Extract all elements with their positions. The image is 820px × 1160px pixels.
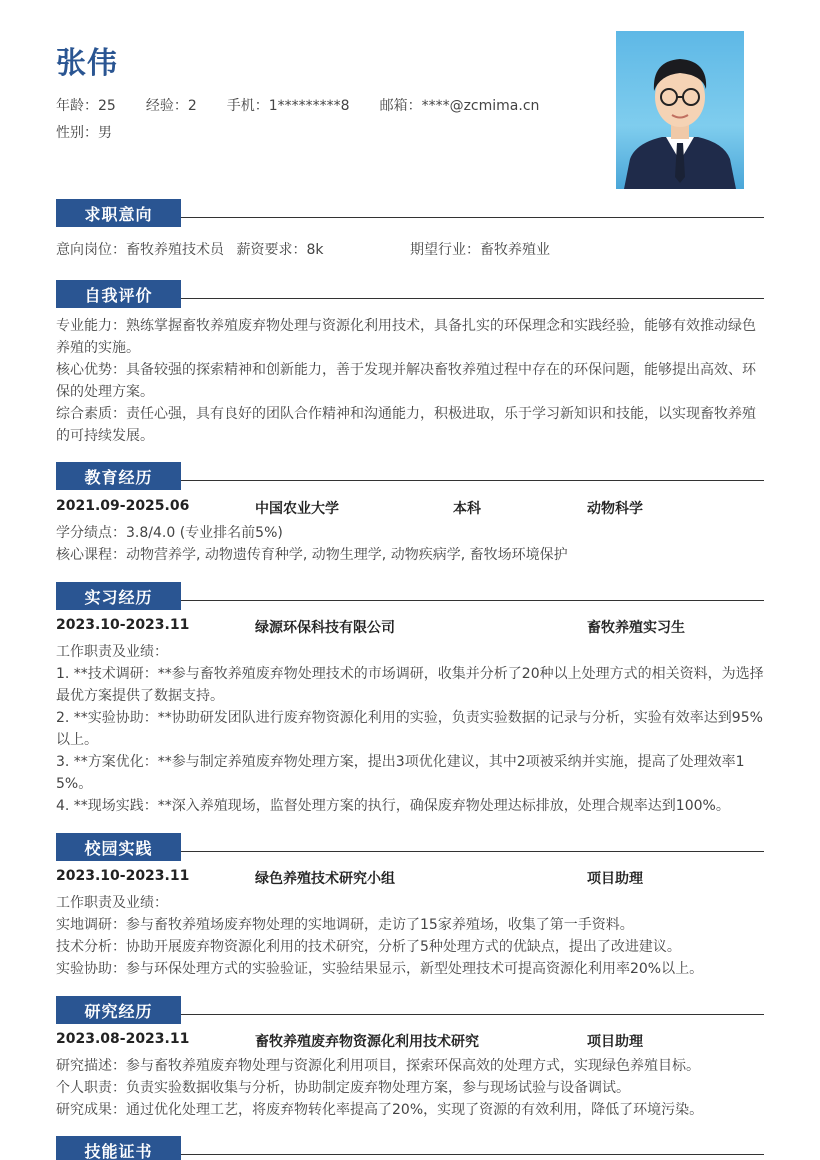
section-divider <box>181 298 764 299</box>
internship-line: 以上。 <box>56 732 98 748</box>
internship-role: 畜牧养殖实习生 <box>587 620 685 636</box>
campus-line: 技术分析：协助开展废弃物资源化利用的技术研究，分析了5种处理方式的优缺点，提出了改进建议。 <box>56 939 681 955</box>
basic-info-row <box>56 95 569 115</box>
gender-info: 性别：男 <box>56 125 112 141</box>
section-header-campus <box>56 833 764 861</box>
section-title: 研究经历 <box>56 996 181 1024</box>
section-divider <box>181 1014 764 1015</box>
section-title: 求职意向 <box>56 199 181 227</box>
section-title: 教育经历 <box>56 462 181 490</box>
campus-org: 绿色养殖技术研究小组 <box>255 871 395 887</box>
education-date: 2021.09-2025.06 <box>56 498 190 514</box>
candidate-name: 张伟 <box>56 46 118 81</box>
self-eval-line: 的可持续发展。 <box>56 428 154 444</box>
research-role: 项目助理 <box>587 1034 643 1050</box>
section-divider <box>181 217 764 218</box>
section-divider <box>181 600 764 601</box>
age-info: 年龄：25 <box>56 98 116 114</box>
education-header-row <box>56 498 766 520</box>
internship-line: 工作职责及业绩： <box>56 644 168 660</box>
section-title: 实习经历 <box>56 582 181 610</box>
section-title: 自我评价 <box>56 280 181 308</box>
section-header-internship <box>56 582 764 610</box>
campus-line: 实验协助：参与环保处理方式的实验验证，实验结果显示，新型处理技术可提高资源化利用率20%以上。 <box>56 961 704 977</box>
email-info: 邮箱：****@zcmima.cn <box>379 98 540 114</box>
self-eval-line: 养殖的实施。 <box>56 340 140 356</box>
internship-line: 最优方案提供了数据支持。 <box>56 688 224 704</box>
campus-line: 工作职责及业绩： <box>56 895 168 911</box>
education-major: 动物科学 <box>587 501 643 517</box>
campus-header-row <box>56 868 766 890</box>
education-line: 核心课程：动物营养学, 动物遗传育种学, 动物生理学, 动物疾病学, 畜牧场环境保护 <box>56 547 568 563</box>
section-header-education <box>56 462 764 490</box>
education-school: 中国农业大学 <box>255 501 339 517</box>
internship-date: 2023.10-2023.11 <box>56 617 190 633</box>
self-eval-line: 保的处理方案。 <box>56 384 154 400</box>
research-line: 研究成果：通过优化处理工艺，将废弃物转化率提高了20%，实现了资源的有效利用，降低了环境污染。 <box>56 1102 704 1118</box>
section-divider <box>181 851 764 852</box>
section-title: 校园实践 <box>56 833 181 861</box>
self-eval-line: 专业能力：熟练掌握畜牧养殖废弃物处理与资源化利用技术，具备扎实的环保理念和实践经验，能够有效推动绿色 <box>56 318 756 334</box>
internship-line: 4. **现场实践：**深入养殖现场，监督处理方案的执行，确保废弃物处理达标排放，处理合规率达到100%。 <box>56 798 730 814</box>
self-eval-line: 综合素质：责任心强，具有良好的团队合作精神和沟通能力，积极进取，乐于学习新知识和技能，以实现畜牧养殖 <box>56 406 756 422</box>
research-line: 研究描述：参与畜牧养殖废弃物处理与资源化利用项目，探索环保高效的处理方式，实现绿色养殖目标。 <box>56 1058 700 1074</box>
research-project: 畜牧养殖废弃物资源化利用技术研究 <box>255 1034 479 1050</box>
section-header-self-eval <box>56 280 764 308</box>
campus-date: 2023.10-2023.11 <box>56 868 190 884</box>
internship-line: 3. **方案优化：**参与制定养殖废弃物处理方案，提出3项优化建议，其中2项被采纳并实施，提高了处理效率1 <box>56 754 745 770</box>
intent-row <box>56 239 766 261</box>
section-header-skills <box>56 1136 764 1160</box>
campus-role: 项目助理 <box>587 871 643 887</box>
internship-line: 5%。 <box>56 776 93 792</box>
research-header-row <box>56 1031 766 1053</box>
internship-company: 绿源环保科技有限公司 <box>255 620 395 636</box>
section-divider <box>181 480 764 481</box>
internship-line: 1. **技术调研：**参与畜牧养殖废弃物处理技术的市场调研，收集并分析了20种以上处理方式的相关资料，为选择 <box>56 666 764 682</box>
research-line: 个人职责：负责实验数据收集与分析，协助制定废弃物处理方案，参与现场试验与设备调试。 <box>56 1080 630 1096</box>
intent-position: 意向岗位：畜牧养殖技术员 <box>56 242 224 258</box>
phone-info: 手机：1*********8 <box>226 98 350 114</box>
section-header-research <box>56 996 764 1024</box>
research-date: 2023.08-2023.11 <box>56 1031 190 1047</box>
section-header-intent <box>56 199 764 227</box>
section-divider <box>181 1154 764 1155</box>
intent-salary: 薪资要求：8k <box>236 242 324 258</box>
campus-line: 实地调研：参与畜牧养殖场废弃物处理的实地调研，走访了15家养殖场，收集了第一手资料。 <box>56 917 634 933</box>
intent-industry: 期望行业：畜牧养殖业 <box>410 242 550 258</box>
internship-header-row <box>56 617 766 639</box>
experience-info: 经验：2 <box>145 98 197 114</box>
education-degree: 本科 <box>453 501 481 517</box>
self-eval-line: 核心优势：具备较强的探索精神和创新能力，善于发现并解决畜牧养殖过程中存在的环保问题，能够提出高效、环 <box>56 362 756 378</box>
education-line: 学分绩点：3.8/4.0 (专业排名前5%) <box>56 525 283 541</box>
avatar-photo <box>616 31 744 189</box>
section-title: 技能证书 <box>56 1136 181 1160</box>
internship-line: 2. **实验协助：**协助研发团队进行废弃物资源化利用的实验，负责实验数据的记录与分析，实验有效率达到95% <box>56 710 763 726</box>
gender-row <box>56 122 142 142</box>
portrait-icon <box>616 31 744 189</box>
